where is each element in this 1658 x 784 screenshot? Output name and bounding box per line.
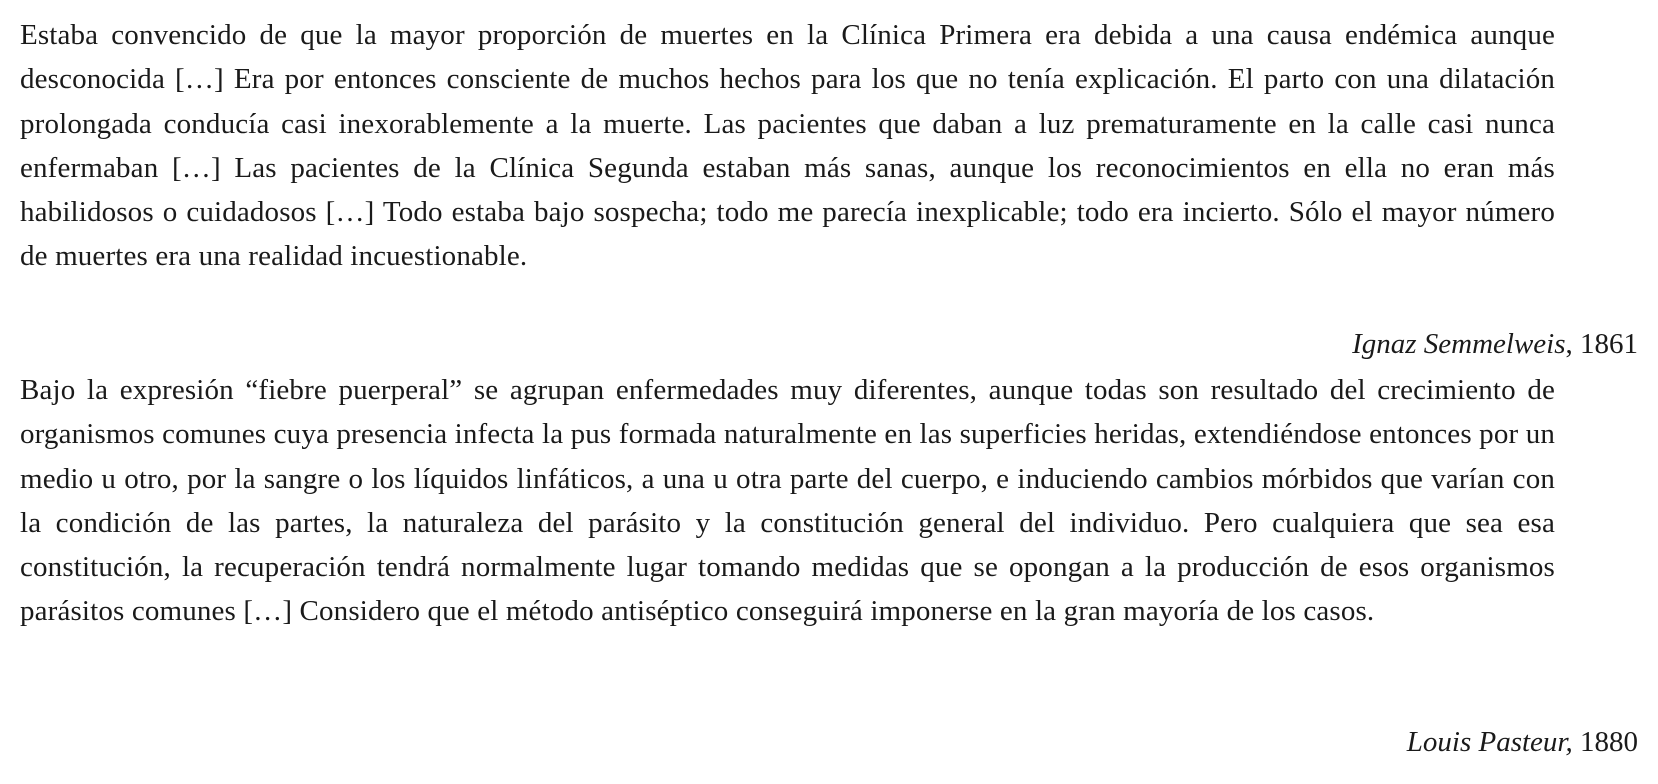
attribution-author: Louis Pasteur, [1406, 726, 1573, 758]
pasteur-attribution [1407, 720, 1638, 764]
semmelweis-quote: Estaba convencido de que la mayor proporción de muertes en la Clínica Primera era debida a una causa endémica aunque desconocida […] Era por entonces consciente de muchos hechos para los que no tenía explicación. El parto con una dilatación prolongada conducía casi inexorablemente a la muerte. Las pacientes que daban a luz prematuramente en la calle casi nunca enfermaban […] Las pacientes de la Clínica Segunda estaban más sanas, aunque los reconocimientos en ella no eran más habilidosos o cuidadosos […] Todo estaba bajo sospecha; todo me parecía inexplicable; todo era incierto. Sólo el mayor número de muertes era una realidad incuestionable. [20, 19, 1555, 273]
semmelweis-attribution [1352, 322, 1638, 366]
attribution-year: 1880 [1572, 726, 1638, 758]
attribution-year: , 1861 [1565, 328, 1638, 360]
attribution-author: Ignaz Semmelweis [1352, 328, 1566, 360]
pasteur-quote: Bajo la expresión “fiebre puerperal” se agrupan enfermedades muy diferentes, aunque todas son resultado del crecimiento de organismos comunes cuya presencia infecta la pus formada naturalmente en las superficies heridas, extendiéndose entonces por un medio u otro, por la sangre o los líquidos linfáticos, a una u otra parte del cuerpo, e induciendo cambios mórbidos que varían con la condición de las partes, la naturaleza del parásito y la constitución general del individuo. Pero cualquiera que sea esa constitución, la recuperación tendrá normalmente lugar tomando medidas que se opongan a la producción de esos organismos parásitos comunes […] Considero que el método antiséptico conseguirá imponerse en la gran mayoría de los casos. [20, 374, 1555, 628]
